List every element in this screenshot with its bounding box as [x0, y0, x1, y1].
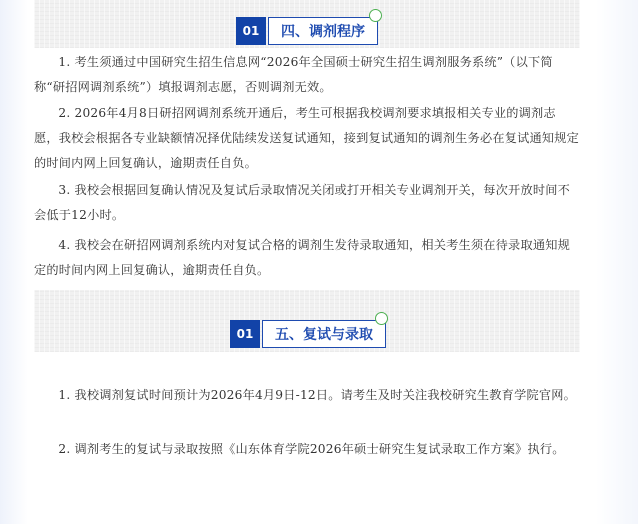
paragraph: 2. 调剂考生的复试与录取按照《山东体育学院2026年硕士研究生复试录取工作方案》执行。: [58, 442, 565, 456]
section-number-badge: 01: [230, 320, 260, 348]
decorative-circle-icon: [375, 312, 388, 325]
section-header-retest-admission: [230, 320, 386, 348]
paragraph: 2. 2026年4月8日研招网调剂系统开通后，考生可根据我校调剂要求填报相关专业的调剂志愿，我校会根据各专业缺额情况择优陆续发送复试通知，接到复试通知的调剂生务必在复试通知规定的时间内网上回复确认，逾期责任自负。: [34, 106, 580, 170]
section-number-badge: 01: [236, 17, 266, 45]
section-title: 四、调剂程序: [268, 17, 378, 45]
paragraph: 4. 我校会在研招网调剂系统内对复试合格的调剂生发待录取通知，相关考生须在待录取通知规定的时间内网上回复确认，逾期责任自负。: [34, 238, 570, 277]
section-header-adjustment-procedure: [236, 17, 378, 45]
paragraph: 1. 考生须通过中国研究生招生信息网“2026年全国硕士研究生招生调剂服务系统”（以下简称“研招网调剂系统”）填报调剂志愿，否则调剂无效。: [34, 55, 553, 94]
paragraph: 1. 我校调剂复试时间预计为2026年4月9日-12日。请考生及时关注我校研究生教育学院官网。: [58, 388, 577, 402]
section-title: 五、复试与录取: [262, 320, 386, 348]
decorative-circle-icon: [369, 9, 382, 22]
paragraph: 3. 我校会根据回复确认情况及复试后录取情况关闭或打开相关专业调剂开关，每次开放时间不会低于12小时。: [34, 183, 570, 222]
